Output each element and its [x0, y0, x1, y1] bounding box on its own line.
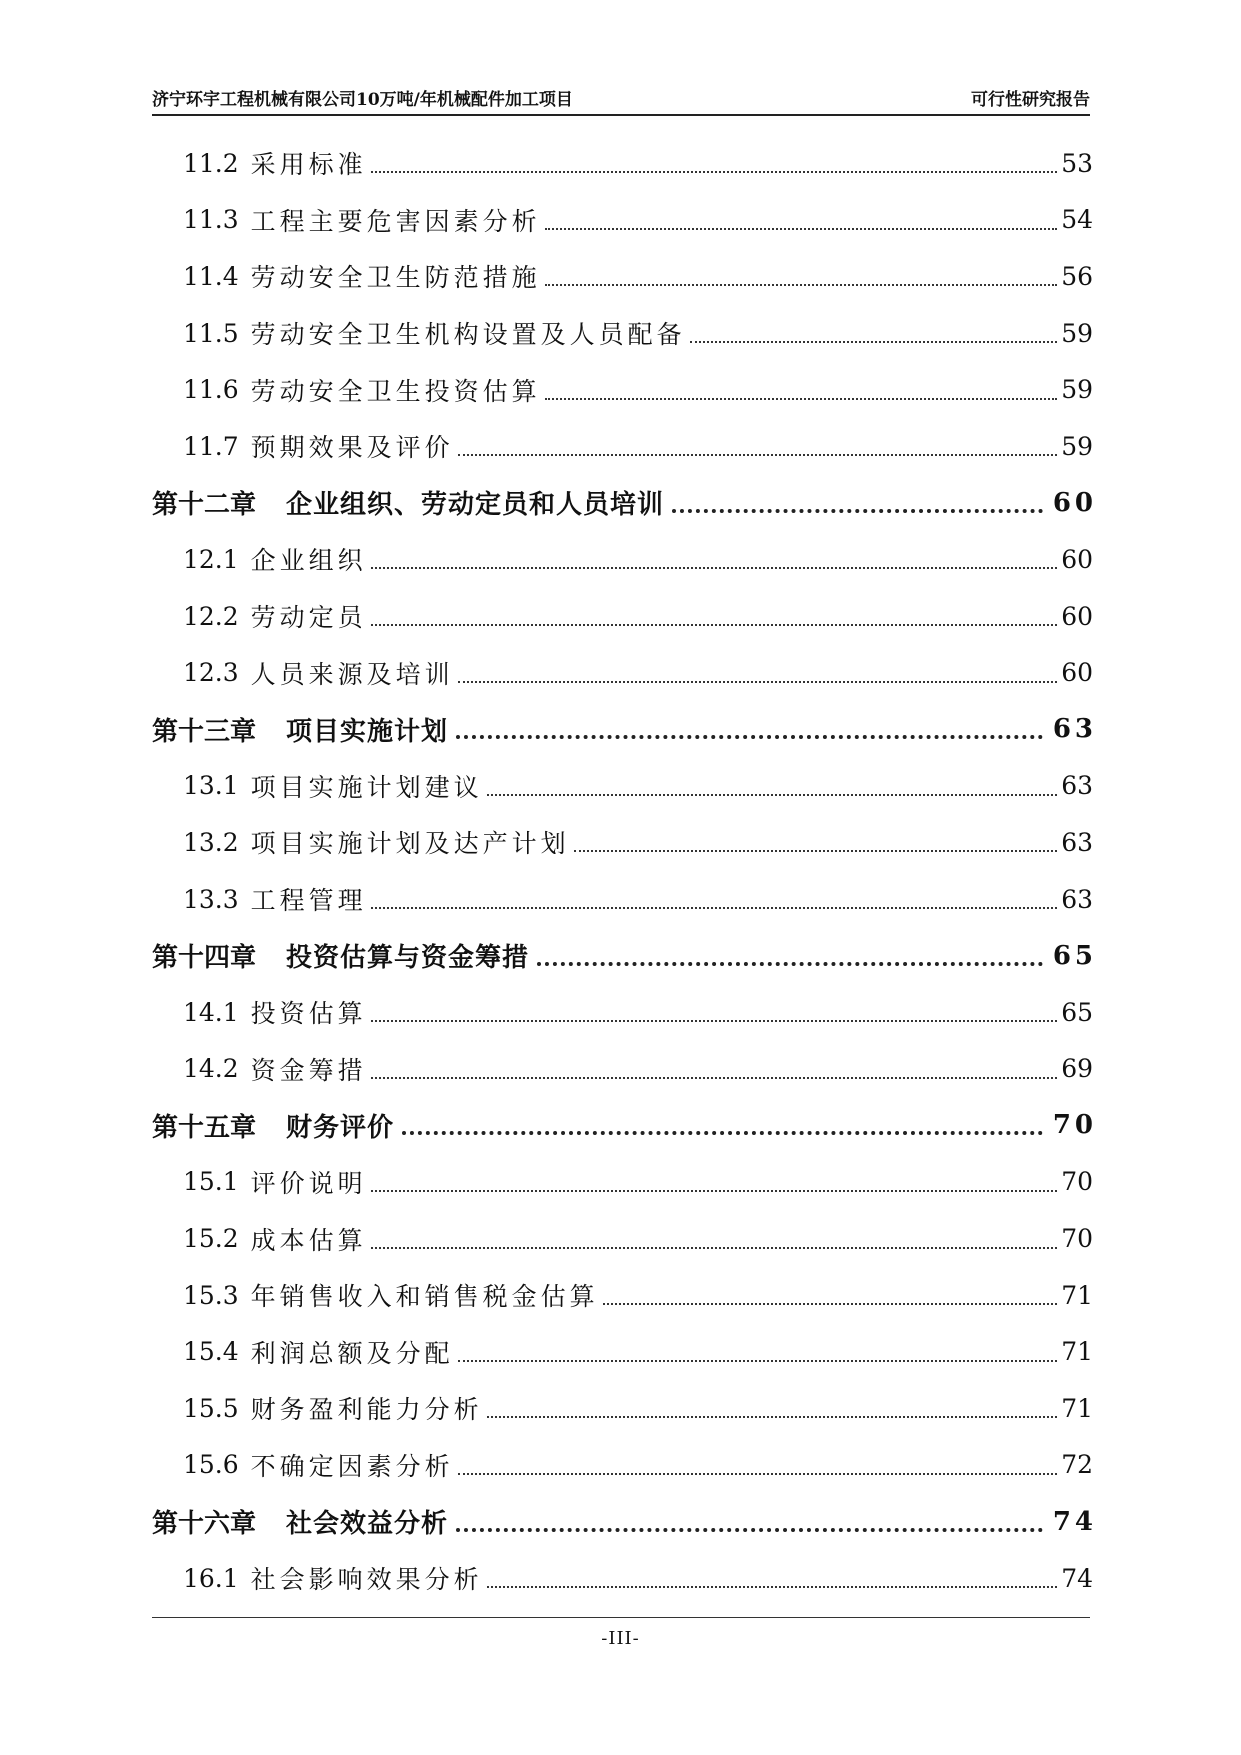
toc-chapter-title: 投资估算与资金筹措	[286, 943, 530, 974]
toc-dot-leader	[487, 794, 1058, 796]
toc-dot-leader	[458, 681, 1058, 683]
toc-entry-page: 72	[1061, 1450, 1093, 1480]
toc-entry-page: 53	[1061, 148, 1093, 178]
toc-entry-page: 71	[1061, 1280, 1093, 1310]
toc-entry-page: 65	[1061, 997, 1093, 1027]
toc-entry-page: 69	[1061, 1054, 1093, 1084]
toc-dot-leader	[458, 1473, 1058, 1475]
toc-chapter-page: 74	[1052, 1506, 1097, 1537]
toc-entry[interactable]	[152, 1323, 1093, 1380]
toc-entry-page: 63	[1061, 771, 1093, 801]
toc-entry-number: 14.1	[183, 997, 239, 1027]
toc-chapter-number: 第十六章	[152, 1509, 257, 1540]
header-document-title: 济宁环宇工程机械有限公司10万吨/年机械配件加工项目	[152, 90, 573, 110]
toc-entry-number: 14.2	[183, 1054, 239, 1084]
toc-entry-page: 60	[1061, 658, 1093, 688]
toc-dot-leader	[458, 454, 1058, 456]
toc-dot-leader	[371, 907, 1058, 909]
toc-entry-number: 11.3	[183, 205, 239, 235]
toc-dot-leader	[574, 850, 1058, 852]
toc-entry-page: 71	[1061, 1337, 1093, 1367]
toc-dot-leader	[487, 1416, 1058, 1418]
toc-entry-title: 项目实施计划及达产计划	[250, 829, 570, 859]
toc-dot-leader	[545, 284, 1058, 286]
toc-chapter-entry[interactable]	[152, 927, 1097, 984]
toc-entry-number: 15.6	[183, 1450, 239, 1480]
toc-entry-page: 70	[1061, 1224, 1093, 1254]
toc-chapter-title: 社会效益分析	[286, 1509, 449, 1540]
toc-entry-number: 12.3	[183, 658, 239, 688]
toc-entry-title: 年销售收入和销售税金估算	[250, 1282, 599, 1312]
toc-entry-title: 劳动安全卫生机构设置及人员配备	[250, 320, 686, 350]
toc-entry-number: 11.7	[183, 431, 239, 461]
toc-chapter-number: 第十二章	[152, 490, 257, 521]
toc-entry[interactable]	[152, 1154, 1093, 1211]
toc-entry[interactable]	[152, 1041, 1093, 1098]
toc-entry-number: 15.5	[183, 1393, 239, 1423]
page-header	[152, 86, 1090, 116]
toc-entry-number: 15.2	[183, 1224, 239, 1254]
toc-entry-page: 70	[1061, 1167, 1093, 1197]
toc-entry-title: 劳动定员	[250, 603, 367, 633]
toc-entry-page: 56	[1061, 261, 1093, 291]
toc-entry-title: 评价说明	[250, 1168, 367, 1198]
toc-entry-page: 63	[1061, 827, 1093, 857]
toc-entry-page: 63	[1061, 884, 1093, 914]
toc-entry[interactable]	[152, 305, 1093, 362]
toc-dot-leader	[545, 228, 1058, 230]
toc-entry[interactable]	[152, 248, 1093, 305]
toc-chapter-number: 第十三章	[152, 716, 257, 747]
toc-chapter-page: 60	[1052, 487, 1097, 518]
toc-entry[interactable]	[152, 1380, 1093, 1437]
toc-dot-leader	[690, 341, 1058, 343]
toc-entry-title: 项目实施计划建议	[250, 772, 483, 802]
toc-entry-title: 财务盈利能力分析	[250, 1395, 483, 1425]
toc-entry[interactable]	[152, 644, 1093, 701]
toc-entry[interactable]	[152, 871, 1093, 928]
toc-entry-title: 不确定因素分析	[250, 1451, 454, 1481]
toc-entry-page: 59	[1061, 431, 1093, 461]
toc-entry-title: 投资估算	[250, 999, 367, 1029]
footer-rule	[152, 1617, 1090, 1618]
toc-entry-number: 11.2	[183, 148, 239, 178]
toc-entry-title: 利润总额及分配	[250, 1338, 454, 1368]
toc-entry-page: 60	[1061, 601, 1093, 631]
toc-entry-title: 采用标准	[250, 150, 367, 180]
toc-entry[interactable]	[152, 361, 1093, 418]
toc-entry-title: 工程管理	[250, 886, 367, 916]
toc-entry-number: 12.2	[183, 601, 239, 631]
header-report-type: 可行性研究报告	[971, 90, 1090, 110]
toc-chapter-page: 65	[1052, 940, 1097, 971]
table-of-contents	[152, 135, 1097, 1606]
toc-entry-number: 11.5	[183, 318, 239, 348]
toc-dot-leader	[456, 1528, 1043, 1532]
toc-entry[interactable]	[152, 418, 1093, 475]
toc-chapter-page: 63	[1052, 714, 1097, 745]
toc-entry[interactable]	[152, 1550, 1093, 1607]
toc-entry-title: 劳动安全卫生防范措施	[250, 263, 541, 293]
toc-chapter-title: 项目实施计划	[286, 716, 449, 747]
toc-chapter-entry[interactable]	[152, 1097, 1097, 1154]
toc-entry-number: 12.1	[183, 544, 239, 574]
toc-chapter-number: 第十五章	[152, 1112, 257, 1143]
toc-chapter-title: 企业组织、劳动定员和人员培训	[286, 490, 665, 521]
toc-dot-leader	[603, 1303, 1058, 1305]
toc-entry-title: 社会影响效果分析	[250, 1565, 483, 1595]
toc-entry[interactable]	[152, 984, 1093, 1041]
toc-dot-leader	[371, 1020, 1058, 1022]
page-number: -III-	[601, 1628, 640, 1649]
toc-entry-title: 资金筹措	[250, 1055, 367, 1085]
toc-entry-number: 11.4	[183, 261, 239, 291]
toc-entry-page: 74	[1061, 1563, 1093, 1593]
toc-dot-leader	[371, 1077, 1058, 1079]
toc-entry-title: 工程主要危害因素分析	[250, 206, 541, 236]
toc-chapter-number: 第十四章	[152, 943, 257, 974]
toc-entry-number: 15.3	[183, 1280, 239, 1310]
toc-chapter-entry[interactable]	[152, 1493, 1097, 1550]
toc-entry-page: 71	[1061, 1393, 1093, 1423]
toc-entry[interactable]	[152, 1210, 1093, 1267]
toc-dot-leader	[371, 567, 1058, 569]
toc-dot-leader	[371, 1190, 1058, 1192]
toc-entry-title: 劳动安全卫生投资估算	[250, 376, 541, 406]
toc-entry-page: 59	[1061, 318, 1093, 348]
toc-entry-page: 60	[1061, 544, 1093, 574]
toc-entry-number: 13.2	[183, 827, 239, 857]
toc-entry[interactable]	[152, 814, 1093, 871]
toc-entry-title: 企业组织	[250, 546, 367, 576]
toc-entry[interactable]	[152, 192, 1093, 249]
toc-dot-leader	[371, 171, 1058, 173]
toc-entry-number: 15.4	[183, 1337, 239, 1367]
toc-entry[interactable]	[152, 531, 1093, 588]
toc-dot-leader	[458, 1360, 1058, 1362]
toc-dot-leader	[371, 1247, 1058, 1249]
toc-dot-leader	[672, 509, 1043, 513]
toc-dot-leader	[456, 735, 1043, 739]
toc-entry-number: 15.1	[183, 1167, 239, 1197]
toc-entry[interactable]	[152, 1267, 1093, 1324]
toc-entry[interactable]	[152, 1437, 1093, 1494]
toc-dot-leader	[487, 1586, 1058, 1588]
toc-entry-number: 13.3	[183, 884, 239, 914]
toc-chapter-entry[interactable]	[152, 475, 1097, 532]
toc-entry[interactable]	[152, 758, 1093, 815]
toc-entry-page: 54	[1061, 205, 1093, 235]
toc-dot-leader	[402, 1131, 1043, 1135]
toc-entry-number: 16.1	[183, 1563, 239, 1593]
toc-chapter-entry[interactable]	[152, 701, 1097, 758]
toc-dot-leader	[371, 624, 1058, 626]
toc-dot-leader	[545, 398, 1058, 400]
toc-entry-page: 59	[1061, 375, 1093, 405]
toc-entry-number: 13.1	[183, 771, 239, 801]
toc-dot-leader	[537, 962, 1043, 966]
toc-chapter-title: 财务评价	[286, 1112, 395, 1143]
toc-entry-title: 成本估算	[250, 1225, 367, 1255]
toc-chapter-page: 70	[1052, 1110, 1097, 1141]
toc-entry[interactable]	[152, 588, 1093, 645]
toc-entry[interactable]	[152, 135, 1093, 192]
toc-entry-title: 预期效果及评价	[250, 433, 454, 463]
toc-entry-title: 人员来源及培训	[250, 659, 454, 689]
toc-entry-number: 11.6	[183, 375, 239, 405]
